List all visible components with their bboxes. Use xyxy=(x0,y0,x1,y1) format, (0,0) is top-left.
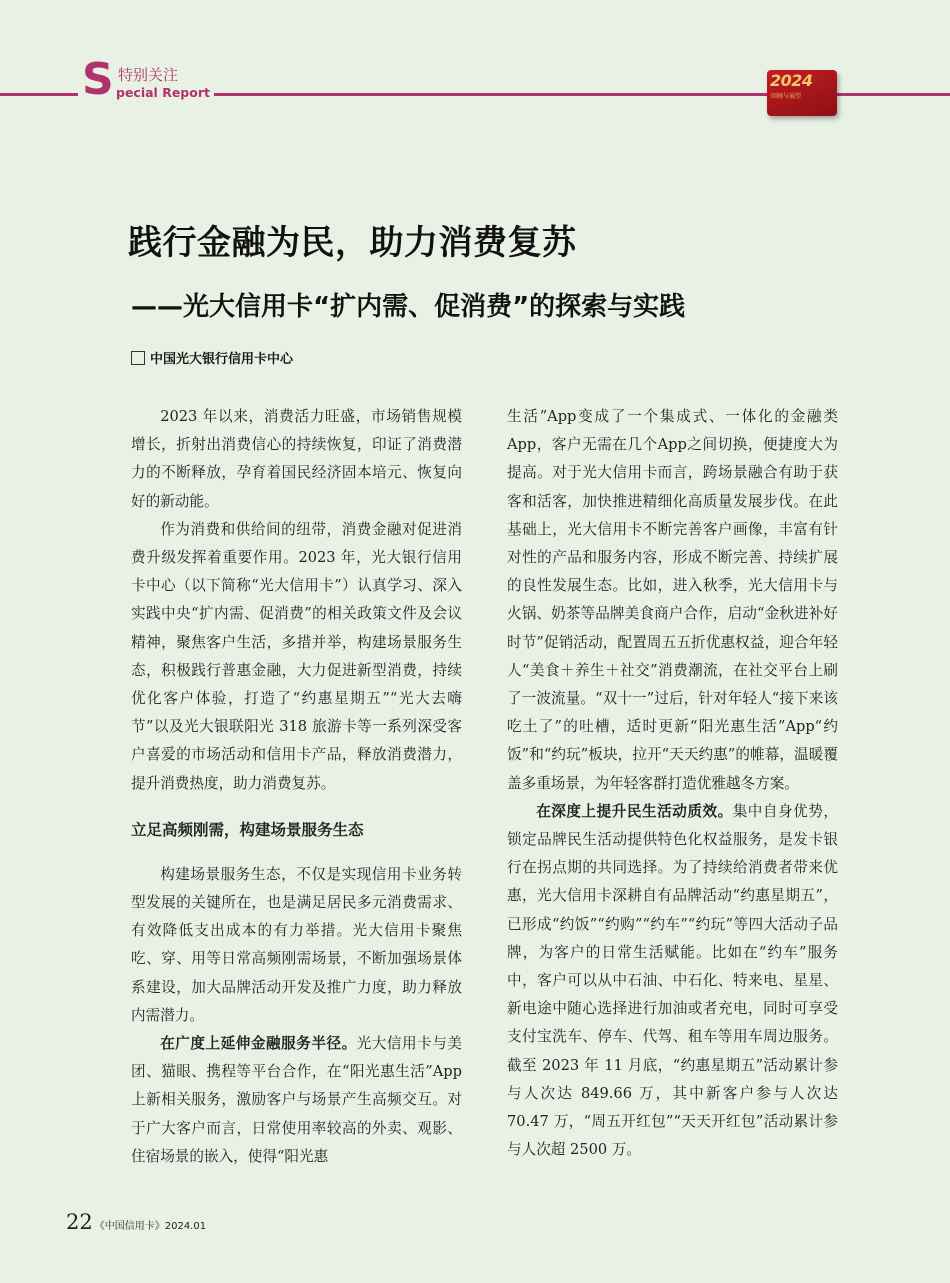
paragraph: 作为消费和供给间的纽带，消费金融对促进消费升级发挥着重要作用。2023 年，光大银行信用卡中心（以下简称“光大信用卡”）认真学习、深入实践中央“扩内需、促消费”的相关政策文件及会议精神，聚焦客户生活，多措并举，构建场景服务生态，积极践行普惠金融，大力促进新型消费，持续优化客户体验，打造了“约惠星期五”“光大去嗨节”以及光大银联阳光 318 旅游卡等一系列深受客户喜爱的市场活动和信用卡产品，释放消费潜力，提升消费热度，助力消费复苏。 xyxy=(131,520,462,792)
paragraph-body: 集中自身优势，锁定品牌民生活动提供特色化权益服务，是发卡银行在拐点期的共同选择。为了持续给消费者带来优惠，光大信用卡深耕自有品牌活动“约惠星期五”，已形成“约饭”“约购”“约车”“约玩”等四大活动子品牌，为客户的日常生活赋能。比如在“约车”服务中，客户可以从中石油、中石化、特来电、星星、新电途中随心选择进行加油或者充电，同时可享受支付宝洗车、停车、代驾、租车等用车周边服务。截至 2023 年 11 月底，“约惠星期五”活动累计参与人次达 849.66 万，其中新客户参与人次达 70.47 万，“周五开红包”“天天开红包”活动累计参与人次超 2500 万。 xyxy=(507,802,838,1159)
paragraph: 生活”App变成了一个集成式、一体化的金融类App，客户无需在几个App之间切换，便捷度大为提高。对于光大信用卡而言，跨场景融合有助于获客和活客，加快推进精细化高质量发展步伐。在此基础上，光大信用卡不断完善客户画像，丰富有针对性的产品和服务内容，形成不断完善、持续扩展的良性发展生态。比如，进入秋季，光大信用卡与火锅、奶茶等品牌美食商户合作，启动“金秋进补好时节”促销活动，配置周五五折优惠权益，迎合年轻人“美食＋养生＋社交”消费潮流，在社交平台上刷了一波流量。“双十一”过后，针对年轻人“接下来该吃土了”的吐槽，适时更新“阳光惠生活”App“约饭”和“约玩”板块，拉开“天天约惠”的帷幕，温暖覆盖多重场景，为年轻客群打造优雅越冬方案。 xyxy=(507,408,838,792)
right-column xyxy=(507,403,838,1164)
paragraph xyxy=(131,1030,462,1171)
page-footer xyxy=(66,1210,206,1234)
section-heading: 立足高频刚需，构建场景服务生态 xyxy=(131,820,364,839)
paragraph: 构建场景服务生态，不仅是实现信用卡业务转型发展的关键所在，也是满足居民多元消费需求、有效降低支出成本的有力举措。光大信用卡聚焦吃、穿、用等日常高频刚需场景，不断加强场景体系建设，加大品牌活动开发及推广力度，助力释放内需潜力。 xyxy=(131,865,462,1024)
article-author xyxy=(131,348,293,367)
section-badge xyxy=(78,54,214,105)
paragraph xyxy=(507,798,838,1165)
year-badge-caption: 回顾与展望 xyxy=(771,93,802,100)
section-letter: S xyxy=(82,54,114,105)
article-subtitle: ——光大信用卡“扩内需、促消费”的探索与实践 xyxy=(131,292,686,322)
page-number: 22 xyxy=(66,1210,93,1234)
section-title-en: pecial Report xyxy=(116,85,210,100)
left-column xyxy=(131,403,462,1171)
section-title-cn: 特别关注 xyxy=(118,66,179,84)
paragraph-lead: 在广度上延伸金融服务半径。 xyxy=(160,1035,357,1053)
year-badge xyxy=(767,70,837,116)
paragraph-lead: 在深度上提升民生活动质效。 xyxy=(536,802,733,820)
publication-info: 《中国信用卡》2024.01 xyxy=(94,1221,207,1232)
author-name: 中国光大银行信用卡中心 xyxy=(150,352,294,367)
author-box-icon xyxy=(131,351,145,365)
paragraph-body: 光大信用卡与美团、猫眼、携程等平台合作，在“阳光惠生活”App上新相关服务，激励客户与场景产生高频交互。对于广大客户而言，日常使用率较高的外卖、观影、住宿场景的嵌入，使得“阳光惠 xyxy=(131,1035,462,1165)
year-badge-number: 2024 xyxy=(770,71,813,90)
paragraph: 2023 年以来，消费活力旺盛，市场销售规模增长，折射出消费信心的持续恢复，印证了消费潜力的不断释放，孕育着国民经济固本培元、恢复向好的新动能。 xyxy=(131,408,462,510)
article-title: 践行金融为民，助力消费复苏 xyxy=(128,223,577,263)
